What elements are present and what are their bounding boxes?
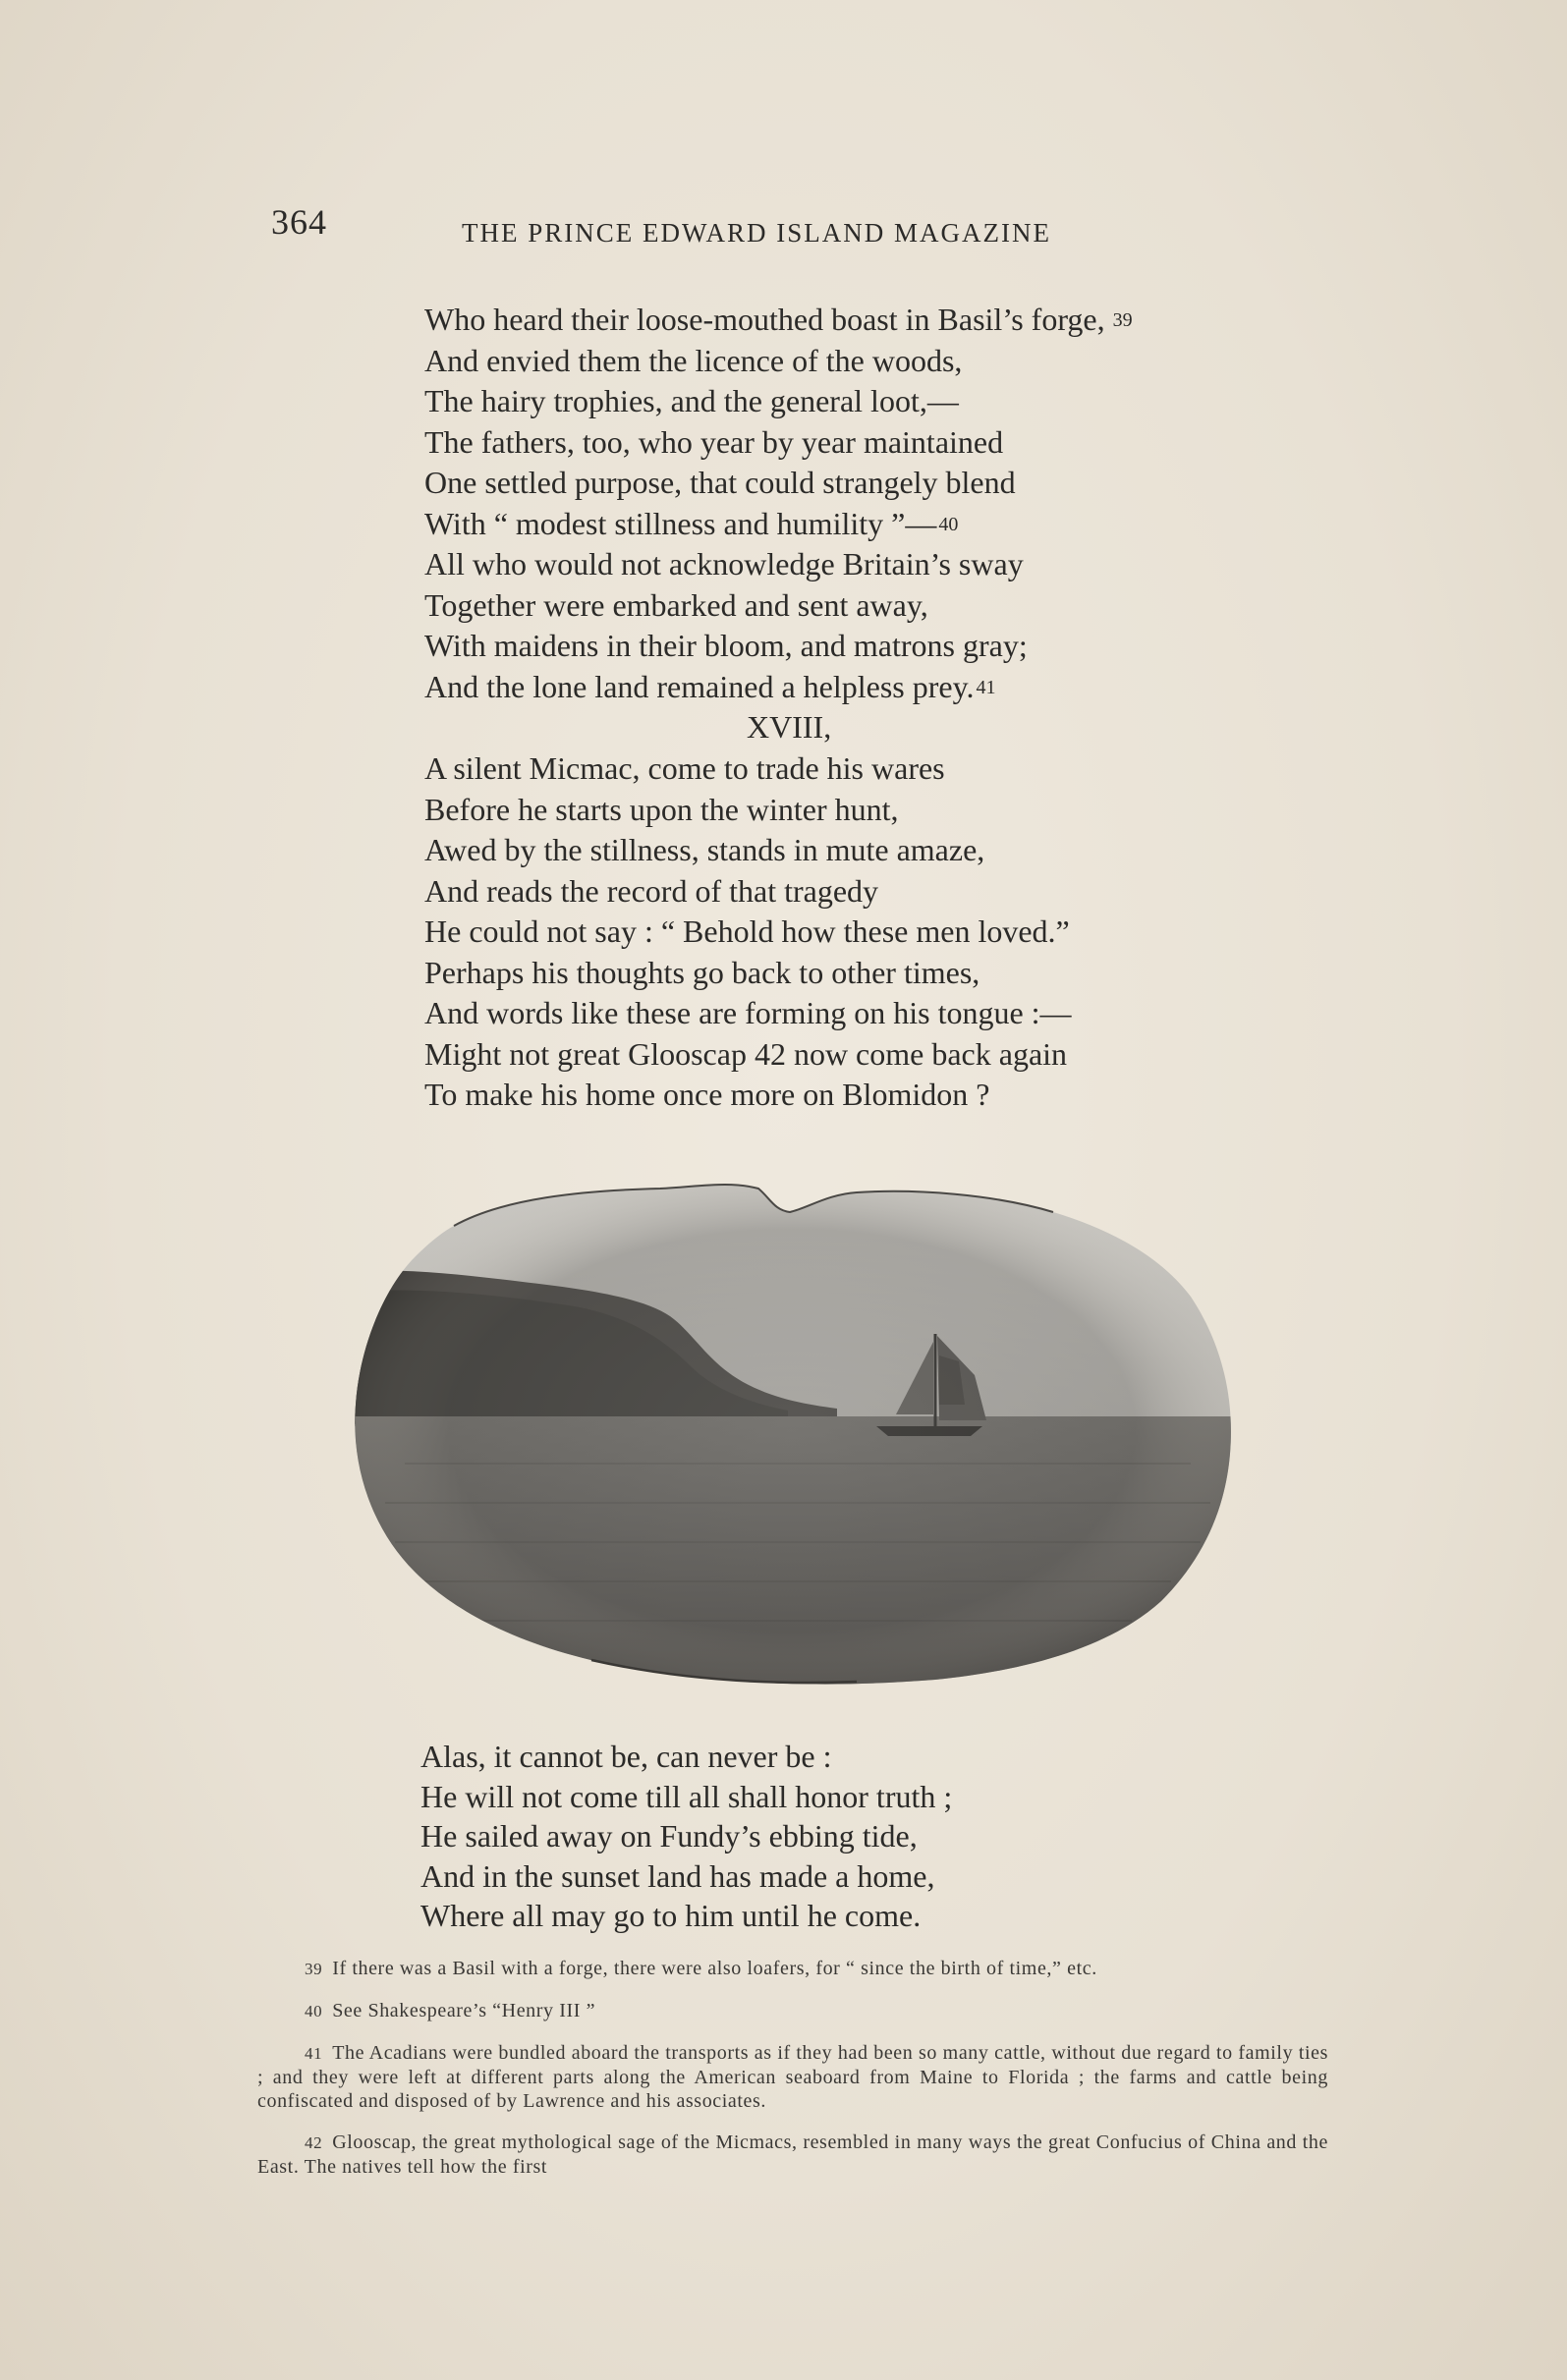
running-title: THE PRINCE EDWARD ISLAND MAGAZINE [462, 218, 1051, 248]
footnote-ref: 39 [1112, 309, 1133, 331]
footnote-ref: 41 [976, 676, 996, 698]
verse-stanza-2 [424, 748, 1328, 1116]
verse-stanza-1 [424, 300, 1328, 748]
verse-line: All who would not acknowledge Britain’s sway [424, 546, 1024, 581]
footnote-number: 41 [305, 2044, 323, 2063]
verse-line: He will not come till all shall honor truth ; [420, 1778, 953, 1814]
footnote-ref: 40 [938, 513, 959, 535]
footnote-text: Glooscap, the great mythological sage of the Micmacs, resembled in many ways the great Confucius of China and the East. The natives tell how the first [257, 2131, 1328, 2178]
verse-line: Awed by the stillness, stands in mute amaze, [424, 832, 985, 867]
page-number: 364 [271, 202, 327, 242]
verse-line: And words like these are forming on his tongue :— [424, 995, 1072, 1030]
verse-line: To make his home once more on Blomidon ? [424, 1077, 990, 1112]
verse-line: Together were embarked and sent away, [424, 586, 928, 623]
verse-line: He sailed away on Fundy’s ebbing tide, [420, 1818, 918, 1854]
section-heading: XVIII, [747, 709, 832, 745]
verse-line: Alas, it cannot be, can never be : [420, 1739, 832, 1774]
verse-line: Perhaps his thoughts go back to other times, [424, 954, 980, 990]
verse-line: With maidens in their bloom, and matrons gray; [424, 628, 1028, 663]
footnote-number: 40 [305, 2002, 323, 2020]
verse-line: The fathers, too, who year by year maintained [424, 423, 1004, 460]
footnote [257, 1999, 1328, 2023]
footnote-number: 39 [305, 1960, 323, 1978]
verse-line: And reads the record of that tragedy [424, 872, 879, 909]
footnote-text: The Acadians were bundled aboard the transports as if they had been so many cattle, without due regard to family ties ; and they were left at different parts along the American seaboard from Maine to Florida ; the farms and cattle being confiscated and disposed of by Lawrence and his associates. [257, 2042, 1328, 2112]
footnotes [257, 1957, 1328, 2196]
verse-line: Who heard their loose-mouthed boast in Basil’s forge, 39 [424, 302, 1133, 337]
verse-line: With “ modest stillness and humility ”— 40 [424, 505, 959, 541]
verse-stanza-3 [420, 1737, 1324, 1936]
verse-line: He could not say : “ Behold how these men loved.” [424, 913, 1070, 949]
footnote [257, 2041, 1328, 2113]
footnote-number: 42 [305, 2133, 323, 2152]
verse-line: One settled purpose, that could strangely blend [424, 465, 1016, 500]
verse-line: Where all may go to him until he come. [420, 1898, 922, 1933]
footnote-text: See Shakespeare’s “Henry III ” [332, 2000, 596, 2021]
verse-line: The hairy trophies, and the general loot,— [424, 383, 959, 418]
verse-line: And in the sunset land has made a home, [420, 1857, 935, 1894]
footnote [257, 2131, 1328, 2179]
verse-line: Before he starts upon the winter hunt, [424, 791, 899, 827]
verse-line: And the lone land remained a helpless prey. 41 [424, 668, 996, 704]
footnote [257, 1957, 1328, 1981]
footnote-text: If there was a Basil with a forge, there were also loafers, for “ since the birth of time,” etc. [332, 1958, 1097, 1979]
verse-line: A silent Micmac, come to trade his wares [424, 750, 945, 786]
blomidon-sailboat-illustration [346, 1169, 1238, 1691]
verse-line: And envied them the licence of the woods, [424, 342, 963, 378]
verse-line: Might not great Glooscap 42 now come back again [424, 1035, 1068, 1072]
